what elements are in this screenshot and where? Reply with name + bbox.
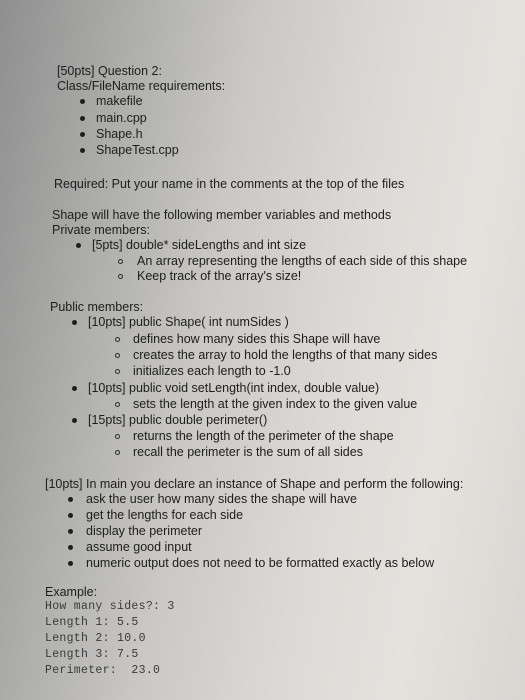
main-item: display the perimeter	[86, 524, 203, 538]
example-line: How many sides?: 3	[45, 600, 175, 613]
main-item: get the lengths for each side	[86, 508, 244, 522]
bullet	[68, 529, 73, 534]
bullet	[80, 148, 85, 153]
bullet	[68, 497, 73, 502]
private-sub-item: Keep track of the array's size!	[137, 269, 302, 283]
bullet	[72, 418, 77, 423]
intro-text: Shape will have the following member variables and methods	[52, 208, 392, 222]
public-item: [10pts] public Shape( int numSides )	[88, 315, 289, 329]
main-item: assume good input	[86, 540, 192, 554]
private-heading: Private members:	[52, 223, 150, 237]
sub-bullet	[115, 402, 120, 407]
example-line: Perimeter: 23.0	[45, 664, 161, 677]
example-heading: Example:	[45, 585, 98, 599]
bullet	[68, 545, 73, 550]
public-item: [10pts] public void setLength(int index, double value)	[88, 381, 380, 395]
sub-bullet	[115, 434, 120, 439]
main-item: numeric output does not need to be formatted exactly as below	[86, 556, 435, 570]
files-heading: Class/FileName requirements:	[57, 79, 226, 93]
sub-bullet	[118, 274, 123, 279]
bullet	[72, 386, 77, 391]
public-sub-item: initializes each length to -1.0	[133, 364, 291, 378]
private-item: [5pts] double* sideLengths and int size	[92, 238, 307, 252]
required-note: Required: Put your name in the comments at the top of the files	[54, 177, 405, 191]
sub-bullet	[115, 450, 120, 455]
main-heading: [10pts] In main you declare an instance of Shape and perform the following:	[45, 477, 464, 491]
private-sub-item: An array representing the lengths of each side of this shape	[137, 254, 468, 268]
question-title: [50pts] Question 2:	[57, 64, 162, 78]
sub-bullet	[115, 353, 120, 358]
bullet	[80, 116, 85, 121]
bullet	[80, 132, 85, 137]
example-line: Length 1: 5.5	[45, 616, 139, 629]
file-item: ShapeTest.cpp	[96, 143, 179, 157]
sub-bullet	[118, 259, 123, 264]
sub-bullet	[115, 337, 120, 342]
sub-bullet	[115, 369, 120, 374]
public-sub-item: sets the length at the given index to the given value	[133, 397, 418, 411]
bullet	[68, 561, 73, 566]
bullet	[72, 320, 77, 325]
public-heading: Public members:	[50, 300, 144, 314]
bullet	[80, 99, 85, 104]
public-sub-item: defines how many sides this Shape will have	[133, 332, 381, 346]
bullet	[68, 513, 73, 518]
public-item: [15pts] public double perimeter()	[88, 413, 268, 427]
file-item: main.cpp	[96, 111, 147, 125]
public-sub-item: creates the array to hold the lengths of that many sides	[133, 348, 438, 362]
public-sub-item: returns the length of the perimeter of the shape	[133, 429, 394, 443]
main-item: ask the user how many sides the shape will have	[86, 492, 357, 506]
example-line: Length 2: 10.0	[45, 632, 146, 645]
file-item: makefile	[96, 94, 143, 108]
file-item: Shape.h	[96, 127, 143, 141]
public-sub-item: recall the perimeter is the sum of all sides	[133, 445, 363, 459]
bullet	[76, 243, 81, 248]
example-line: Length 3: 7.5	[45, 648, 139, 661]
